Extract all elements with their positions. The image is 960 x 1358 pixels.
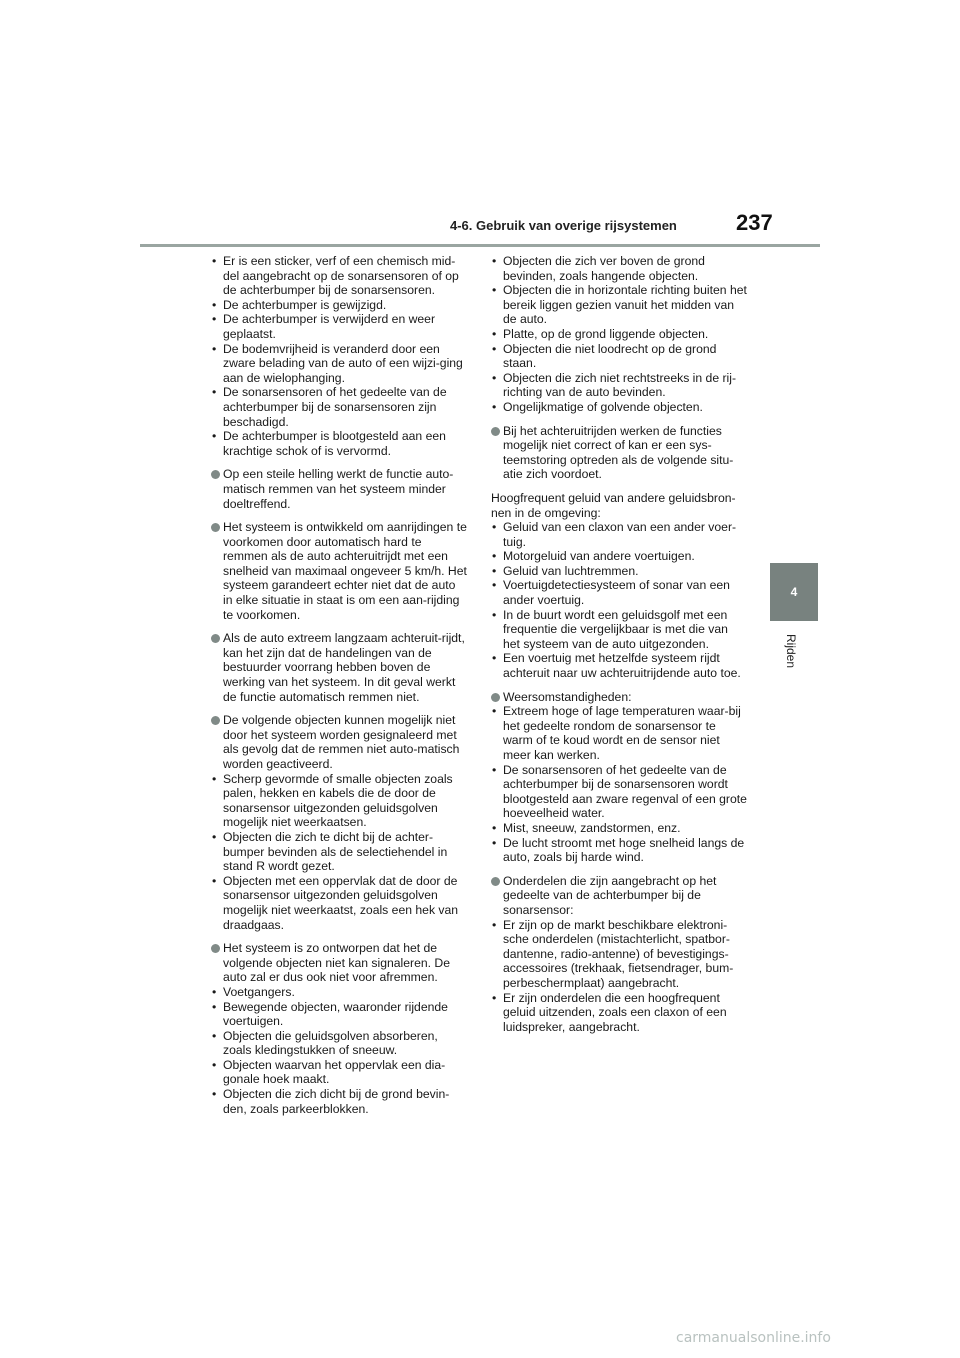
paragraph-text: Er is een sticker, verf of een chemisch mid-del aangebracht op de sonarsensoren of op de achterbumper bij de sonarsensoren.: [223, 254, 459, 298]
bullet-item: [491, 763, 747, 821]
circle-bullet-icon: [491, 877, 500, 886]
bullet-item: [491, 283, 747, 327]
watermark-text: carmanualsonline.info: [676, 1330, 831, 1346]
bullet-dot-icon: •: [492, 341, 497, 356]
paragraph-text: Objecten die in horizontale richting buiten het bereik liggen gezien vanuit het midden van de auto.: [503, 283, 747, 327]
paragraph-text: Een voertuig met hetzelfde systeem rijdt achteruit naar uw achteruitrijdende auto toe.: [503, 651, 741, 681]
bullet-dot-icon: •: [212, 1028, 217, 1043]
paragraph-text: Hoogfrequent geluid van andere geluidsbron-nen in de omgeving:: [491, 490, 736, 520]
bullet-dot-icon: •: [212, 341, 217, 356]
circle-paragraph: [211, 713, 467, 771]
bullet-dot-icon: •: [492, 370, 497, 385]
chapter-number: 4: [790, 585, 798, 599]
bullet-dot-icon: •: [212, 873, 217, 888]
bullet-dot-icon: •: [492, 704, 497, 719]
paragraph-text: Objecten die niet loodrecht op de grond staan.: [503, 341, 717, 371]
bullet-item: [491, 578, 747, 607]
paragraph-text: Het systeem is ontwikkeld om aanrijdingen te voorkomen door automatisch hard te remmen als de auto achteruitrijdt met een snelheid van maximaal ongeveer 5 km/h. Het systeem garandeert echter niet dat de auto in elke situatie in staat is om een aan-rijding te voorkomen.: [223, 520, 467, 622]
circle-paragraph: [491, 874, 747, 918]
circle-paragraph: [491, 690, 747, 705]
bullet-item: [491, 991, 747, 1035]
bullet-item: [211, 830, 467, 874]
paragraph-text: Objecten die zich dicht bij de grond bevin-den, zoals parkeerblokken.: [223, 1087, 450, 1116]
bullet-dot-icon: •: [492, 607, 497, 622]
bullet-item: [211, 985, 467, 1000]
paragraph-text: Op een steile helling werkt de functie auto-matisch remmen van het systeem minder doeltreffend.: [223, 467, 454, 511]
circle-bullet-icon: [491, 427, 500, 436]
chapter-label: Rijden: [784, 634, 798, 669]
paragraph-text: Geluid van luchtremmen.: [503, 563, 639, 578]
bullet-item: [491, 564, 747, 579]
bullet-dot-icon: •: [212, 385, 217, 400]
paragraph-text: Geluid van een claxon van een ander voer-tuig.: [503, 520, 737, 549]
paragraph-text: De bodemvrijheid is veranderd door een zware belading van de auto of een wijzi-ging aan de wielophanging.: [223, 341, 463, 385]
right-column: [491, 254, 747, 1034]
circle-paragraph: [491, 424, 747, 482]
bullet-item: [211, 1000, 467, 1029]
bullet-item: [211, 1058, 467, 1087]
bullet-dot-icon: •: [212, 999, 217, 1014]
bullet-dot-icon: •: [492, 254, 497, 268]
bullet-item: [491, 327, 747, 342]
paragraph-text: De volgende objecten kunnen mogelijk niet door het systeem worden gesignaleerd met als gevolg dat de remmen niet auto-matisch worden geactiveerd.: [223, 713, 460, 771]
bullet-item: [491, 918, 747, 991]
paragraph-text: Objecten die zich te dicht bij de achter-bumper bevinden als de selectiehendel in stand R wordt gezet.: [223, 829, 448, 874]
circle-paragraph: [211, 520, 467, 622]
bullet-item: [211, 1087, 467, 1116]
circle-bullet-icon: [211, 944, 220, 953]
paragraph-text: Bij het achteruitrijden werken de functies mogelijk niet correct of kan er een sys-teemstoring optreden als de volgende situ-atie zich voordoet.: [503, 423, 734, 482]
paragraph-text: Mist, sneeuw, zandstormen, enz.: [503, 820, 681, 835]
paragraph-text: Scherp gevormde of smalle objecten zoals palen, hekken en kabels die de door de sonarsensor uitgezonden geluidsgolven mogelijk niet weerkaatsen.: [223, 771, 453, 830]
paragraph-text: Ongelijkmatige of golvende objecten.: [503, 399, 703, 414]
paragraph-text: Weersomstandigheden:: [503, 689, 632, 704]
plain-paragraph: [491, 491, 747, 520]
bullet-dot-icon: •: [212, 297, 217, 312]
bullet-item: [211, 312, 467, 341]
bullet-item: [211, 342, 467, 386]
bullet-dot-icon: •: [492, 835, 497, 850]
circle-bullet-icon: [211, 523, 220, 532]
paragraph-text: Extreem hoge of lage temperaturen waar-bij het gedeelte rondom de sonarsensor te warm of te koud wordt en de sensor niet meer kan werken.: [503, 704, 741, 762]
bullet-dot-icon: •: [212, 1087, 217, 1102]
paragraph-text: Motorgeluid van andere voertuigen.: [503, 549, 695, 564]
bullet-item: [491, 371, 747, 400]
bullet-dot-icon: •: [492, 326, 497, 341]
paragraph-text: De lucht stroomt met hoge snelheid langs de auto, zoals bij harde wind.: [503, 835, 745, 865]
bullet-dot-icon: •: [492, 651, 497, 666]
bullet-dot-icon: •: [212, 429, 217, 444]
bullet-item: [211, 772, 467, 830]
paragraph-text: Voetgangers.: [223, 984, 295, 999]
bullet-item: [491, 821, 747, 836]
paragraph-text: Objecten die zich niet rechtstreeks in de rij-richting van de auto bevinden.: [503, 370, 737, 400]
paragraph-text: Objecten die geluidsgolven absorberen, zoals kledingstukken of sneeuw.: [223, 1028, 438, 1058]
paragraph-text: De achterbumper is verwijderd en weer geplaatst.: [223, 312, 436, 341]
bullet-dot-icon: •: [492, 399, 497, 414]
bullet-dot-icon: •: [492, 990, 497, 1005]
paragraph-text: Objecten die zich ver boven de grond bevinden, zoals hangende objecten.: [503, 254, 705, 283]
bullet-item: [491, 520, 747, 549]
circle-bullet-icon: [211, 634, 220, 643]
bullet-dot-icon: •: [212, 829, 217, 844]
paragraph-text: Objecten waarvan het oppervlak een dia-gonale hoek maakt.: [223, 1057, 446, 1087]
bullet-item: [491, 704, 747, 762]
circle-bullet-icon: [491, 693, 500, 702]
circle-paragraph: [211, 467, 467, 511]
bullet-dot-icon: •: [492, 820, 497, 835]
bullet-item: [211, 385, 467, 429]
paragraph-text: Objecten met een oppervlak dat de door de sonarsensor uitgezonden geluidsgolven mogelijk niet weerkaatst, zoals een hek van draadgaas.: [223, 873, 459, 932]
bullet-item: [211, 429, 467, 458]
paragraph-text: De sonarsensoren of het gedeelte van de achterbumper bij de sonarsensoren wordt blootgesteld aan zware regenval of een grote hoeveelheid water.: [503, 762, 747, 821]
bullet-item: [491, 254, 747, 283]
bullet-item: [491, 651, 747, 680]
left-column: [211, 254, 467, 1116]
bullet-dot-icon: •: [492, 578, 497, 593]
chapter-tab: [770, 563, 818, 621]
bullet-dot-icon: •: [492, 917, 497, 932]
bullet-dot-icon: •: [492, 520, 497, 535]
circle-bullet-icon: [211, 470, 220, 479]
bullet-dot-icon: •: [212, 771, 217, 786]
paragraph-text: Als de auto extreem langzaam achteruit-rijdt, kan het zijn dat de handelingen van de bestuurder voorrang hebben boven de werking van het systeem. In dit geval werkt de functie automatisch remmen niet.: [223, 631, 465, 704]
circle-paragraph: [211, 631, 467, 704]
paragraph-text: Voertuigdetectiesysteem of sonar van een ander voertuig.: [503, 578, 730, 608]
bullet-dot-icon: •: [492, 549, 497, 564]
bullet-item: [211, 254, 467, 298]
section-title: 4-6. Gebruik van overige rijsystemen: [450, 218, 677, 233]
bullet-dot-icon: •: [492, 762, 497, 777]
paragraph-text: De achterbumper is gewijzigd.: [223, 297, 387, 312]
paragraph-text: Bewegende objecten, waaronder rijdende voertuigen.: [223, 999, 448, 1029]
paragraph-text: De achterbumper is blootgesteld aan een krachtige schok of is vervormd.: [223, 429, 446, 458]
bullet-item: [491, 836, 747, 865]
circle-bullet-icon: [211, 716, 220, 725]
paragraph-text: Er zijn op de markt beschikbare elektroni-sche onderdelen (mistachterlicht, spatbor-dantenne, radio-antenne) of bevestigings-accessoires (trekhaak, fietsendrager, bum-perbeschermplaat) aangebracht.: [503, 917, 734, 990]
paragraph-text: Er zijn onderdelen die een hoogfrequent geluid uitzenden, zoals een claxon of een luidspreker, aangebracht.: [503, 990, 727, 1034]
bullet-dot-icon: •: [212, 254, 217, 268]
paragraph-text: In de buurt wordt een geluidsgolf met een frequentie die vergelijkbaar is met die van het systeem van de auto uitgezonden.: [503, 607, 728, 651]
paragraph-text: Platte, op de grond liggende objecten.: [503, 326, 709, 341]
bullet-item: [211, 1029, 467, 1058]
bullet-dot-icon: •: [492, 283, 497, 298]
paragraph-text: Onderdelen die zijn aangebracht op het gedeelte van de achterbumper bij de sonarsensor:: [503, 873, 717, 917]
bullet-item: [211, 874, 467, 932]
bullet-dot-icon: •: [212, 312, 217, 327]
page-number: 237: [736, 210, 773, 235]
bullet-item: [491, 608, 747, 652]
circle-paragraph: [211, 941, 467, 985]
header-divider: [140, 244, 820, 247]
bullet-item: [491, 400, 747, 415]
bullet-dot-icon: •: [492, 563, 497, 578]
paragraph-text: Het systeem is zo ontworpen dat het de volgende objecten niet kan signaleren. De auto zal er dus ook niet voor afremmen.: [223, 941, 450, 985]
bullet-item: [491, 549, 747, 564]
bullet-item: [491, 342, 747, 371]
paragraph-text: De sonarsensoren of het gedeelte van de achterbumper bij de sonarsensoren zijn beschadigd.: [223, 385, 447, 429]
bullet-dot-icon: •: [212, 984, 217, 999]
bullet-item: [211, 298, 467, 313]
bullet-dot-icon: •: [212, 1057, 217, 1072]
